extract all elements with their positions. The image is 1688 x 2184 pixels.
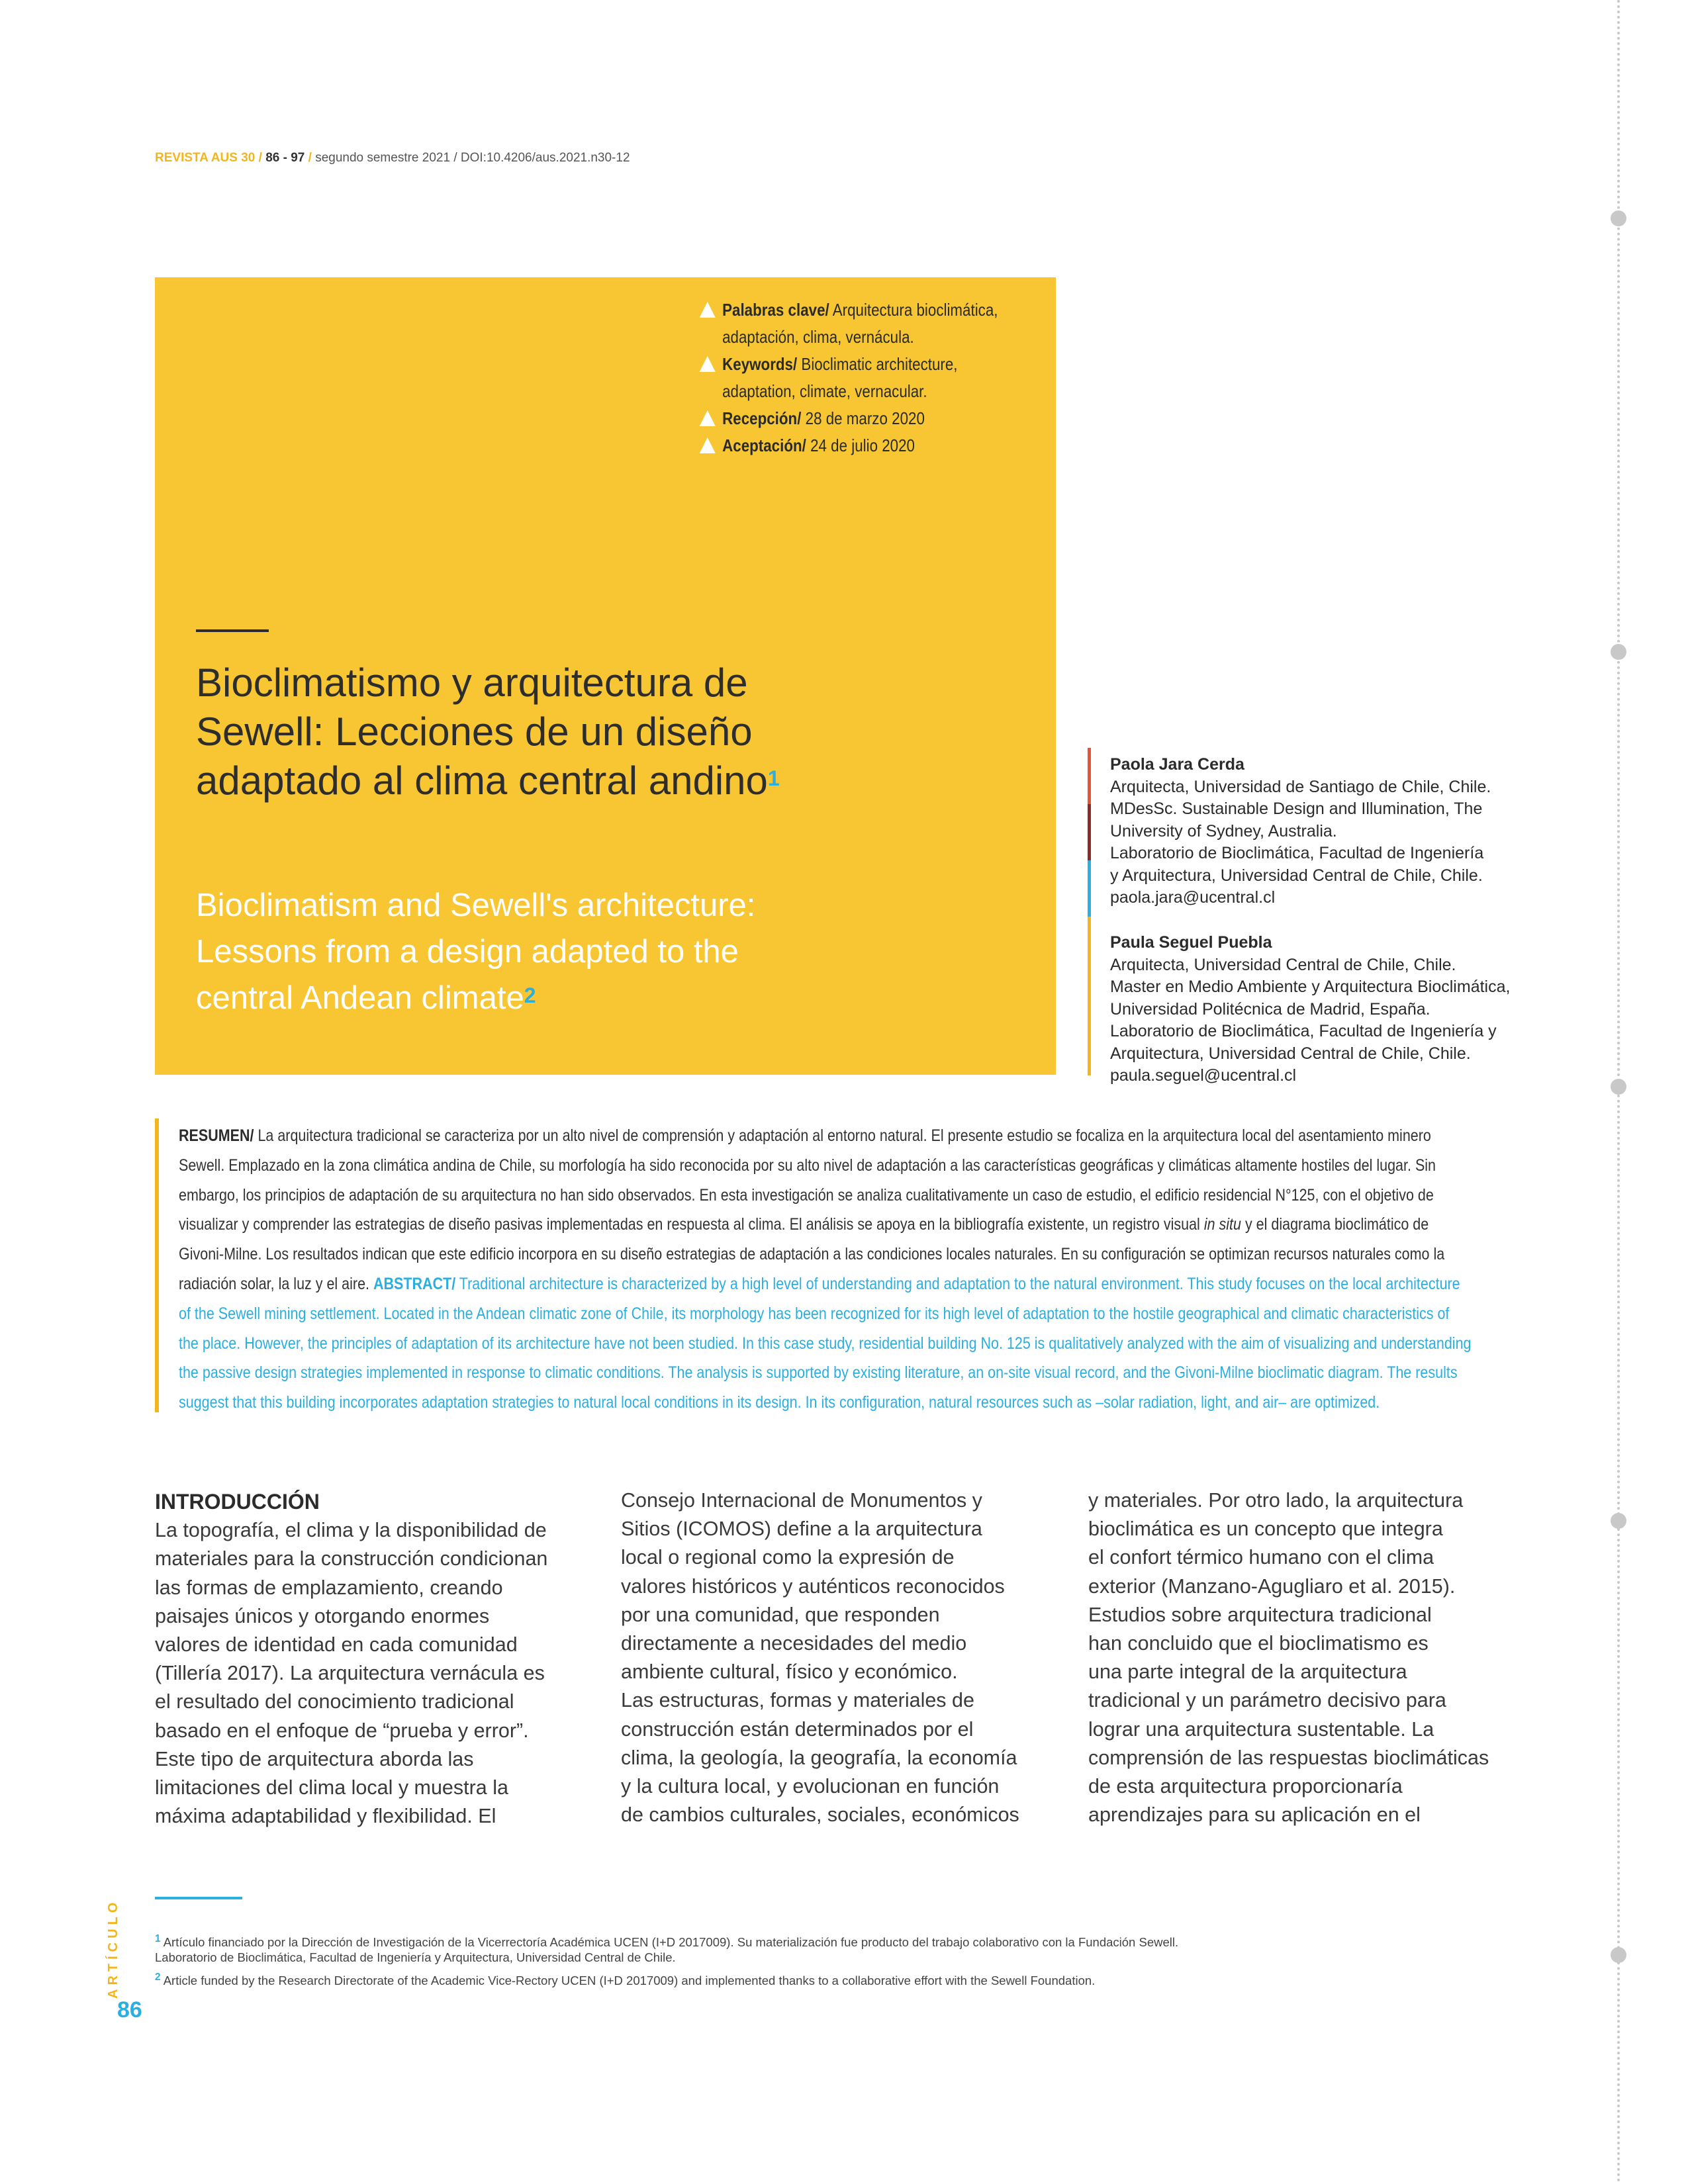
rail-dot xyxy=(1611,1513,1626,1529)
author-color-bar xyxy=(1088,860,1091,917)
author-name: Paula Seguel Puebla xyxy=(1110,933,1272,952)
journal-name: REVISTA AUS 30 xyxy=(155,151,256,165)
author-color-bar xyxy=(1088,804,1091,860)
author-email[interactable]: paula.seguel@ucentral.cl xyxy=(1110,1066,1297,1085)
keyword-item: Aceptación/ 24 de julio 2020 xyxy=(698,432,1064,459)
title-rule xyxy=(196,629,269,632)
rail-dot xyxy=(1611,210,1626,226)
keyword-item: Keywords/ Bioclimatic architecture, adaptation, climate, vernacular. xyxy=(698,351,1064,405)
triangle-bullet-icon xyxy=(700,302,716,318)
rail-dot xyxy=(1611,644,1626,660)
title-spanish: Bioclimatismo y arquitectura de Sewell: Lecciones de un diseño adaptado al clima central andino$^1$ xyxy=(196,660,780,803)
journal-header: REVISTA AUS 30 / 86 - 97 / segundo semestre 2021 / DOI:10.4206/aus.2021.n30-12 xyxy=(155,151,630,165)
author-color-bar xyxy=(1088,748,1091,804)
triangle-bullet-icon xyxy=(700,356,716,372)
page-number: 86 xyxy=(117,1997,142,2023)
rail-dot xyxy=(1611,1079,1626,1095)
body-column-1: INTRODUCCIÓN La topografía, el clima y la disponibilidad de materiales para la construcción condicionan las formas de emplazamiento, creando paisajes únicos y otorgando enormes valores de identidad en cada comunidad (Tillería 2017). La arquitectura vernácula es el resultado del conocimiento tradicional basado en el enfoque de “prueba y error”. Este tipo de arquitectura aborda las limitaciones del clima local y muestra la máxima adaptabilidad y flexibilidad. El xyxy=(155,1488,592,1831)
author-block: Paola Jara Cerda Arquitecta, Universidad de Santiago de Chile, Chile. MDesSc. Sustainable Design and Illumination, The University of Sydney, Australia. Laboratorio de Bioclimática, Facultad de Ingeniería y Arquitectura, Universidad Central de Chile, Chile. paola.jara@ucentral.cl xyxy=(1110,754,1547,909)
author-color-bar xyxy=(1088,917,1091,1075)
author-block: Paula Seguel Puebla Arquitecta, Universidad Central de Chile, Chile. Master en Medio Ambiente y Arquitectura Bioclimática, Universidad Politécnica de Madrid, España. Laboratorio de Bioclimática, Facultad de Ingeniería y Arquitectura, Universidad Central de Chile, Chile. paula.seguel@ucentral.cl xyxy=(1110,932,1547,1087)
section-heading: INTRODUCCIÓN xyxy=(155,1490,320,1514)
keyword-item: Palabras clave/ Arquitectura bioclimática, adaptación, clima, vernácula. xyxy=(698,296,1064,351)
abstract: RESUMEN/ La arquitectura tradicional se caracteriza por un alto nivel de comprensión y adaptación al entorno natural. El presente estudio se focaliza en la arquitectura local del asentamiento minero Sewell. Emplazado en la zona climática andina de Chile, su morfología ha sido reconocida por su alto nivel de adaptación a las características geográficas y climáticas altamente hostiles del lugar. Sin embargo, los principios de adaptación de su arquitectura no han sido observados. En esta investigación se analiza cualitativamente un caso de estudio, el edificio residencial N°125, con el objetivo de visualizar y comprender las estrategias de diseño pasivas implementadas en respuesta al clima. El análisis se apoya en la bibliografía existente, un registro visual in situ y el diagrama bioclimático de Givoni-Milne. Los resultados indican que este edificio incorpora en su diseño estrategias de adaptación a las condiciones locales naturales. En su configuración se optimizan recursos naturales como la radiación solar, la luz y el aire. ABSTRACT/ Traditional architecture is characterized by a high level of understanding and adaptation to the natural environment. This study focuses on the local architecture of the Sewell mining settlement. Located in the Andean climatic zone of Chile, its morphology has been recognized for its high level of adaptation to the hostile geographical and climatic characteristics of the place. However, the principles of adaptation of its architecture have not been studied. In this case study, residential building No. 125 is qualitatively analyzed with the aim of visualizing and understanding the passive design strategies implemented in response to climatic conditions. The analysis is supported by existing literature, an on-site visual record, and the Givoni-Milne bioclimatic diagram. The results suggest that this building incorporates adaptation strategies to natural local conditions in its design. In its configuration, natural resources such as –solar radiation, light, and air– are optimized. xyxy=(179,1126,1472,1412)
footnote-ref[interactable]: 1 xyxy=(767,766,780,790)
author-name: Paola Jara Cerda xyxy=(1110,755,1244,774)
author-email[interactable]: paola.jara@ucentral.cl xyxy=(1110,888,1276,907)
body-column-3: y materiales. Por otro lado, la arquitectura bioclimática es un concepto que integra el confort térmico humano con el clima exterior (Manzano-Agugliaro et al. 2015). Estudios sobre arquitectura tradicional han concluido que el bioclimatismo es una parte integral de la arquitectura tradicional y un parámetro decisivo para lograr una arquitectura sustentable. La comprensión de las respuestas bioclimáticas de esta arquitectura proporcionaría aprendizajes para su aplicación en el xyxy=(1088,1489,1489,1827)
footnote-2: $^2$ Article funded by the Research Directorate of the Academic Vice-Rectory UCEN (I+D 2017009) and implemented thanks to a collaborative effort with the Sewell Foundation. xyxy=(155,1972,1096,1988)
rail-dot xyxy=(1611,1947,1626,1963)
section-side-label: ARTÍCULO xyxy=(106,1898,120,1999)
title-english: Bioclimatism and Sewell's architecture: Lessons from a design adapted to the central Andean climate$^2$ xyxy=(196,887,756,1016)
footnote-1: $^1$ Artículo financiado por la Dirección de Investigación de la Vicerrectoría Académica UCEN (I+D 2017009). Su materialización fue producto del trabajo colaborativo con la Fundación Sewell. Laboratorio de Bioclimática, Facultad de Ingeniería y Arquitectura, Universidad Central de Chile. xyxy=(155,1933,1179,1965)
page-range: 86 - 97 xyxy=(265,151,305,165)
keywords-list xyxy=(698,296,1043,459)
footnote-ref[interactable]: 2 xyxy=(524,983,536,1007)
footnote-rule xyxy=(155,1897,242,1899)
abstract-bar xyxy=(155,1118,159,1412)
triangle-bullet-icon xyxy=(700,437,716,453)
doi-text: segundo semestre 2021 / DOI:10.4206/aus.2021.n30-12 xyxy=(315,151,630,165)
triangle-bullet-icon xyxy=(700,410,716,426)
keyword-item: Recepción/ 28 de marzo 2020 xyxy=(698,405,1064,432)
body-column-2: Consejo Internacional de Monumentos y Sitios (ICOMOS) define a la arquitectura local o regional como la expresión de valores históricos y auténticos reconocidos por una comunidad, que responden directamente a necesidades del medio ambiente cultural, físico y económico. Las estructuras, formas y materiales de construcción están determinados por el clima, la geología, la geografía, la economía y la cultura local, y evolucionan en función de cambios culturales, sociales, económicos xyxy=(621,1489,1019,1827)
